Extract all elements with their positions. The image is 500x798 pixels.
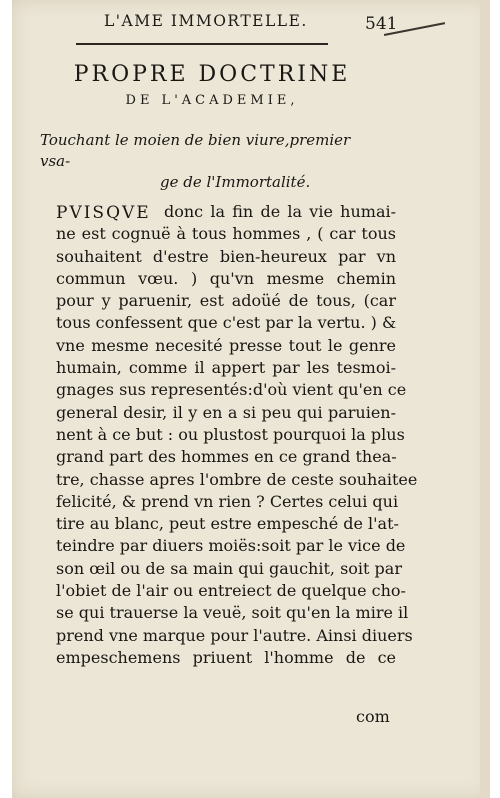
body-line: donc la fin de la vie humai- bbox=[164, 202, 396, 221]
body-line: humain, comme il appert par les tesmoi- bbox=[56, 358, 396, 378]
body-line: ne est cognuë à tous hommes , ( car tous bbox=[56, 224, 396, 244]
body-line: empeschemens priuent l'homme de ce bbox=[56, 647, 396, 667]
book-page bbox=[12, 0, 490, 798]
body-line: pour y paruenir, est adoüé de tous, (car bbox=[56, 291, 396, 311]
body-line: se qui trauerse la veuë, soit qu'en la mire il bbox=[56, 603, 409, 623]
body-line: felicité, & prend vn rien ? Certes celui qui bbox=[56, 491, 399, 511]
page-edge bbox=[480, 0, 490, 798]
body-line: tre, chasse apres l'ombre de ceste souhaitee bbox=[56, 469, 418, 489]
body-line: tire au blanc, peut estre empesché de l'at- bbox=[56, 514, 399, 534]
body-line: teindre par diuers moiës:soit par le vice de bbox=[56, 536, 406, 556]
body-text bbox=[56, 201, 418, 669]
running-head: L'AME IMMORTELLE. bbox=[104, 12, 308, 30]
opening-word: PVISQVE bbox=[56, 203, 151, 223]
body-line: l'obiet de l'air ou entreiect de quelque cho- bbox=[56, 581, 406, 601]
body-line: tous confessent que c'est par la vertu. ) & bbox=[56, 313, 397, 333]
body-line: commun vœu. ) qu'vn mesme chemin bbox=[56, 268, 396, 288]
body-line: general desir, il y en a si peu qui paruien- bbox=[56, 402, 396, 422]
body-line: grand part des hommes en ce grand thea- bbox=[56, 447, 397, 467]
chapter-title: PROPRE DOCTRINE bbox=[73, 62, 351, 87]
body-line: son œil ou de sa main qui gauchit, soit par bbox=[56, 558, 402, 578]
bleed-through-text bbox=[17, 150, 24, 176]
catchword: com bbox=[356, 707, 390, 726]
chapter-title-line2: DE L'ACADEMIE, bbox=[125, 93, 299, 108]
body-line: gnages sus representés:d'où vient qu'en ce bbox=[56, 380, 407, 400]
subheading bbox=[40, 130, 380, 193]
body-line: souhaitent d'estre bien-heureux par vn bbox=[56, 246, 396, 266]
subheading-line1: Touchant le moien de bien viure,premier vsa- bbox=[40, 131, 351, 170]
body-line: nent à ce but : ou plustost pourquoi la plus bbox=[56, 424, 405, 444]
subheading-line2: ge de l'Immortalité. bbox=[160, 173, 311, 191]
body-line: vne mesme necesité presse tout le genre bbox=[56, 335, 396, 355]
header-rule bbox=[76, 43, 328, 45]
page-number: 541 bbox=[365, 14, 398, 34]
body-line: prend vne marque pour l'autre. Ainsi diuers bbox=[56, 625, 413, 645]
